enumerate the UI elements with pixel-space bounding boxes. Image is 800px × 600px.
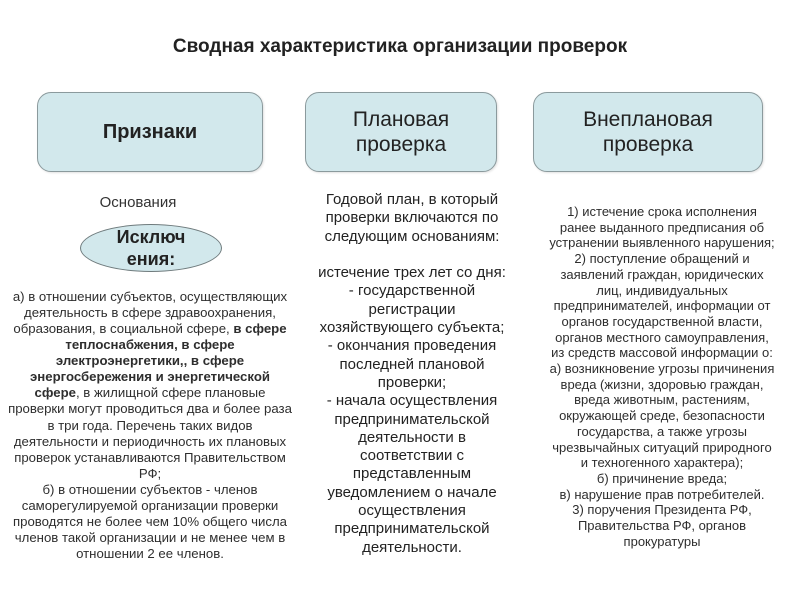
text-segment: образования, в социальной сфере,: [13, 321, 234, 337]
text-line: [5, 369, 295, 385]
text-line: [5, 546, 295, 562]
text-line: [5, 289, 295, 305]
text-line: [5, 305, 295, 321]
emphasized-text: энергосбережения и энергетической: [29, 369, 270, 385]
text-line: [5, 418, 295, 434]
text-line: деятельности.: [362, 538, 462, 556]
text-line: устранении выявленного нарушения;: [549, 235, 775, 251]
text-line: [5, 498, 295, 514]
text-line: ранее выданного предписания об: [559, 219, 765, 235]
text-segment: деятельности и периодичность их плановых: [13, 433, 287, 449]
text-segment: б) в отношении субъектов - членов: [42, 481, 258, 497]
text-segment: проводятся не более чем 10% общего числа: [12, 513, 288, 529]
text-paragraph: [312, 264, 512, 557]
signs-text-block: [5, 289, 295, 562]
text-line: [5, 530, 295, 546]
text-line: в) нарушение прав потребителей.: [559, 486, 765, 502]
exceptions-badge-label: Исключ: [116, 227, 186, 247]
basis-label: Основания: [99, 194, 177, 211]
text-paragraph: [312, 191, 512, 246]
text-segment: в три года. Перечень таких видов: [47, 417, 253, 433]
text-line: регистрации: [368, 300, 456, 318]
text-line: Годовой план, в который: [325, 191, 499, 208]
text-line: проверки;: [377, 373, 447, 391]
text-line: чрезвычайных ситуаций природного: [552, 439, 772, 455]
text-line: предпринимательской: [334, 520, 490, 538]
emphasized-text: сфере: [34, 385, 76, 401]
header-title: проверка: [602, 133, 694, 156]
header-title: проверка: [355, 133, 447, 156]
text-line: государства, а также угрозы: [577, 423, 747, 439]
text-line: следующим основаниям:: [324, 227, 500, 245]
text-segment: проверки могут проводиться два и более раза: [8, 401, 292, 417]
text-line: представленным: [352, 465, 472, 483]
header-box-planned-inspection: [305, 92, 497, 172]
text-line: и техногенного характера);: [580, 455, 744, 471]
text-line: из средств массовой информации о:: [551, 345, 773, 361]
text-line: [5, 482, 295, 498]
emphasized-text: в сфере: [233, 321, 287, 337]
text-line: деятельности в: [358, 428, 466, 446]
text-segment: отношении 2 ее членов.: [76, 546, 224, 561]
text-line: 1) истечение срока исполнения: [567, 204, 757, 219]
text-segment: проверок устанавливаются Правительством: [14, 449, 286, 465]
text-line: Правительства РФ, органов: [577, 518, 747, 534]
text-line: органов государственной власти,: [561, 313, 763, 329]
text-line: проверки включаются по: [325, 209, 499, 227]
text-segment: , в жилищной сфере плановые: [75, 385, 266, 401]
text-line: [5, 450, 295, 466]
text-line: хозяйствующего субъекта;: [319, 319, 505, 337]
text-line: прокуратуры: [623, 533, 701, 549]
text-line: предпринимателей, информации от: [553, 298, 771, 314]
text-line: [5, 321, 295, 337]
header-title: Плановая: [352, 108, 450, 131]
emphasized-text: электроэнергетики,, в сфере: [55, 353, 245, 369]
text-line: осуществления: [358, 502, 466, 520]
text-line: б) причинение вреда;: [596, 470, 728, 486]
text-line: окружающей среде, безопасности: [559, 408, 765, 424]
header-box-signs: [37, 92, 263, 172]
header-title: Внеплановая: [583, 108, 713, 131]
text-line: [5, 353, 295, 369]
text-line: последней плановой: [339, 355, 485, 373]
text-line: [5, 514, 295, 530]
exceptions-badge: [80, 224, 222, 272]
text-segment: а) в отношении субъектов, осуществляющих: [12, 289, 288, 304]
text-line: уведомлением о начале: [327, 483, 497, 501]
text-line: соответствии с: [359, 447, 464, 465]
text-line: а) возникновение угрозы причинения: [549, 361, 775, 377]
text-line: - начала осуществления: [326, 392, 498, 410]
emphasized-text: теплоснабжения, в сфере: [65, 337, 235, 353]
text-segment: саморегулируемой организации проверки: [21, 497, 279, 513]
text-line: [5, 337, 295, 353]
text-line: органов местного самоуправления,: [555, 329, 769, 345]
text-line: предпринимательской: [334, 410, 490, 428]
text-line: истечение трех лет со дня:: [318, 264, 506, 282]
page-title: Сводная характеристика организации проверок: [172, 36, 628, 57]
text-line: [5, 401, 295, 417]
text-line: вреда (жизни, здоровью граждан,: [560, 376, 764, 392]
text-line: вреда животным, растениям,: [574, 392, 750, 408]
text-line: 3) поручения Президента РФ,: [572, 502, 752, 518]
exceptions-badge-label: ения:: [126, 249, 176, 269]
text-line: заявлений граждан, юридических: [560, 266, 764, 282]
text-line: 2) поступление обращений и: [574, 251, 750, 267]
header-box-unplanned-inspection: [533, 92, 763, 172]
text-segment: деятельность в сфере здравоохранения,: [24, 305, 276, 321]
text-line: [5, 434, 295, 450]
unplanned-inspection-text-block: [537, 204, 787, 549]
text-line: - окончания проведения: [327, 337, 497, 355]
text-segment: членов такой организации и не менее чем в: [14, 529, 286, 545]
text-segment: РФ;: [138, 465, 162, 481]
planned-inspection-text-block: [312, 191, 512, 557]
text-line: [5, 466, 295, 482]
header-title: Признаки: [102, 120, 198, 143]
text-line: [5, 385, 295, 401]
text-line: - государственной: [348, 282, 476, 300]
text-line: лиц, индивидуальных: [596, 282, 728, 298]
